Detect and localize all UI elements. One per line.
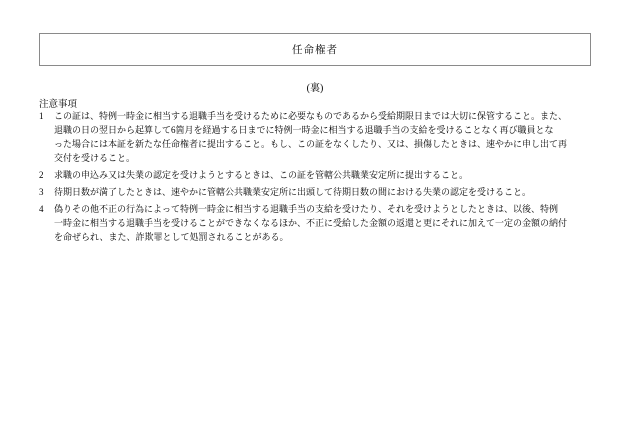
note-number: 4 [39, 203, 44, 214]
note-line: 求職の申込み又は失業の認定を受けようとするときは、この証を管轄公共職業安定所に提出すること。 [54, 169, 469, 180]
note-line: 一時金に相当する退職手当を受けることができなくなるほか、不正に受給した金額の返還と更にそれに加えて一定の金額の納付 [54, 217, 568, 228]
note-body [54, 169, 591, 183]
note-line: 交付を受けること。 [54, 152, 136, 163]
appointing-authority-box [39, 33, 591, 66]
note-number: 3 [39, 186, 44, 197]
note-body [54, 203, 591, 245]
note-line: 退職の日の翌日から起算して6箇月を経過する日までに特例一時金に相当する退職手当の支給を受けることなく再び職員とな [54, 124, 554, 135]
note-line: この証は、特例一時金に相当する退職手当を受けるために必要なものであるから受給期限日までは大切に保管すること。また、 [54, 111, 568, 121]
note-line: 待期日数が満了したときは、速やかに管轄公共職業安定所に出頭して待期日数の間における失業の認定を受けること。 [54, 186, 532, 197]
note-line: を命ぜられ、また、詐欺罪として処罰されることがある。 [54, 231, 289, 242]
note-number: 2 [39, 169, 44, 180]
note-body [54, 110, 591, 166]
notes-list [39, 110, 591, 247]
back-side-label: (裏) [306, 83, 324, 94]
notes-heading: 注意事項 [39, 100, 78, 110]
appointing-authority-label: 任命権者 [292, 45, 338, 56]
note-line: った場合には本証を新たな任命権者に提出すること。もし、この証をなくしたり、又は、損傷したときは、速やかに申し出て再 [54, 138, 568, 149]
note-number: 1 [39, 111, 44, 121]
note-line: 偽りその他不正の行為によって特例一時金に相当する退職手当の支給を受けたり、それを受けようとしたときは、以後、特例 [54, 203, 559, 214]
list-item [39, 186, 591, 200]
list-item [39, 110, 591, 166]
list-item [39, 169, 591, 183]
list-item [39, 203, 591, 245]
note-body [54, 186, 591, 200]
